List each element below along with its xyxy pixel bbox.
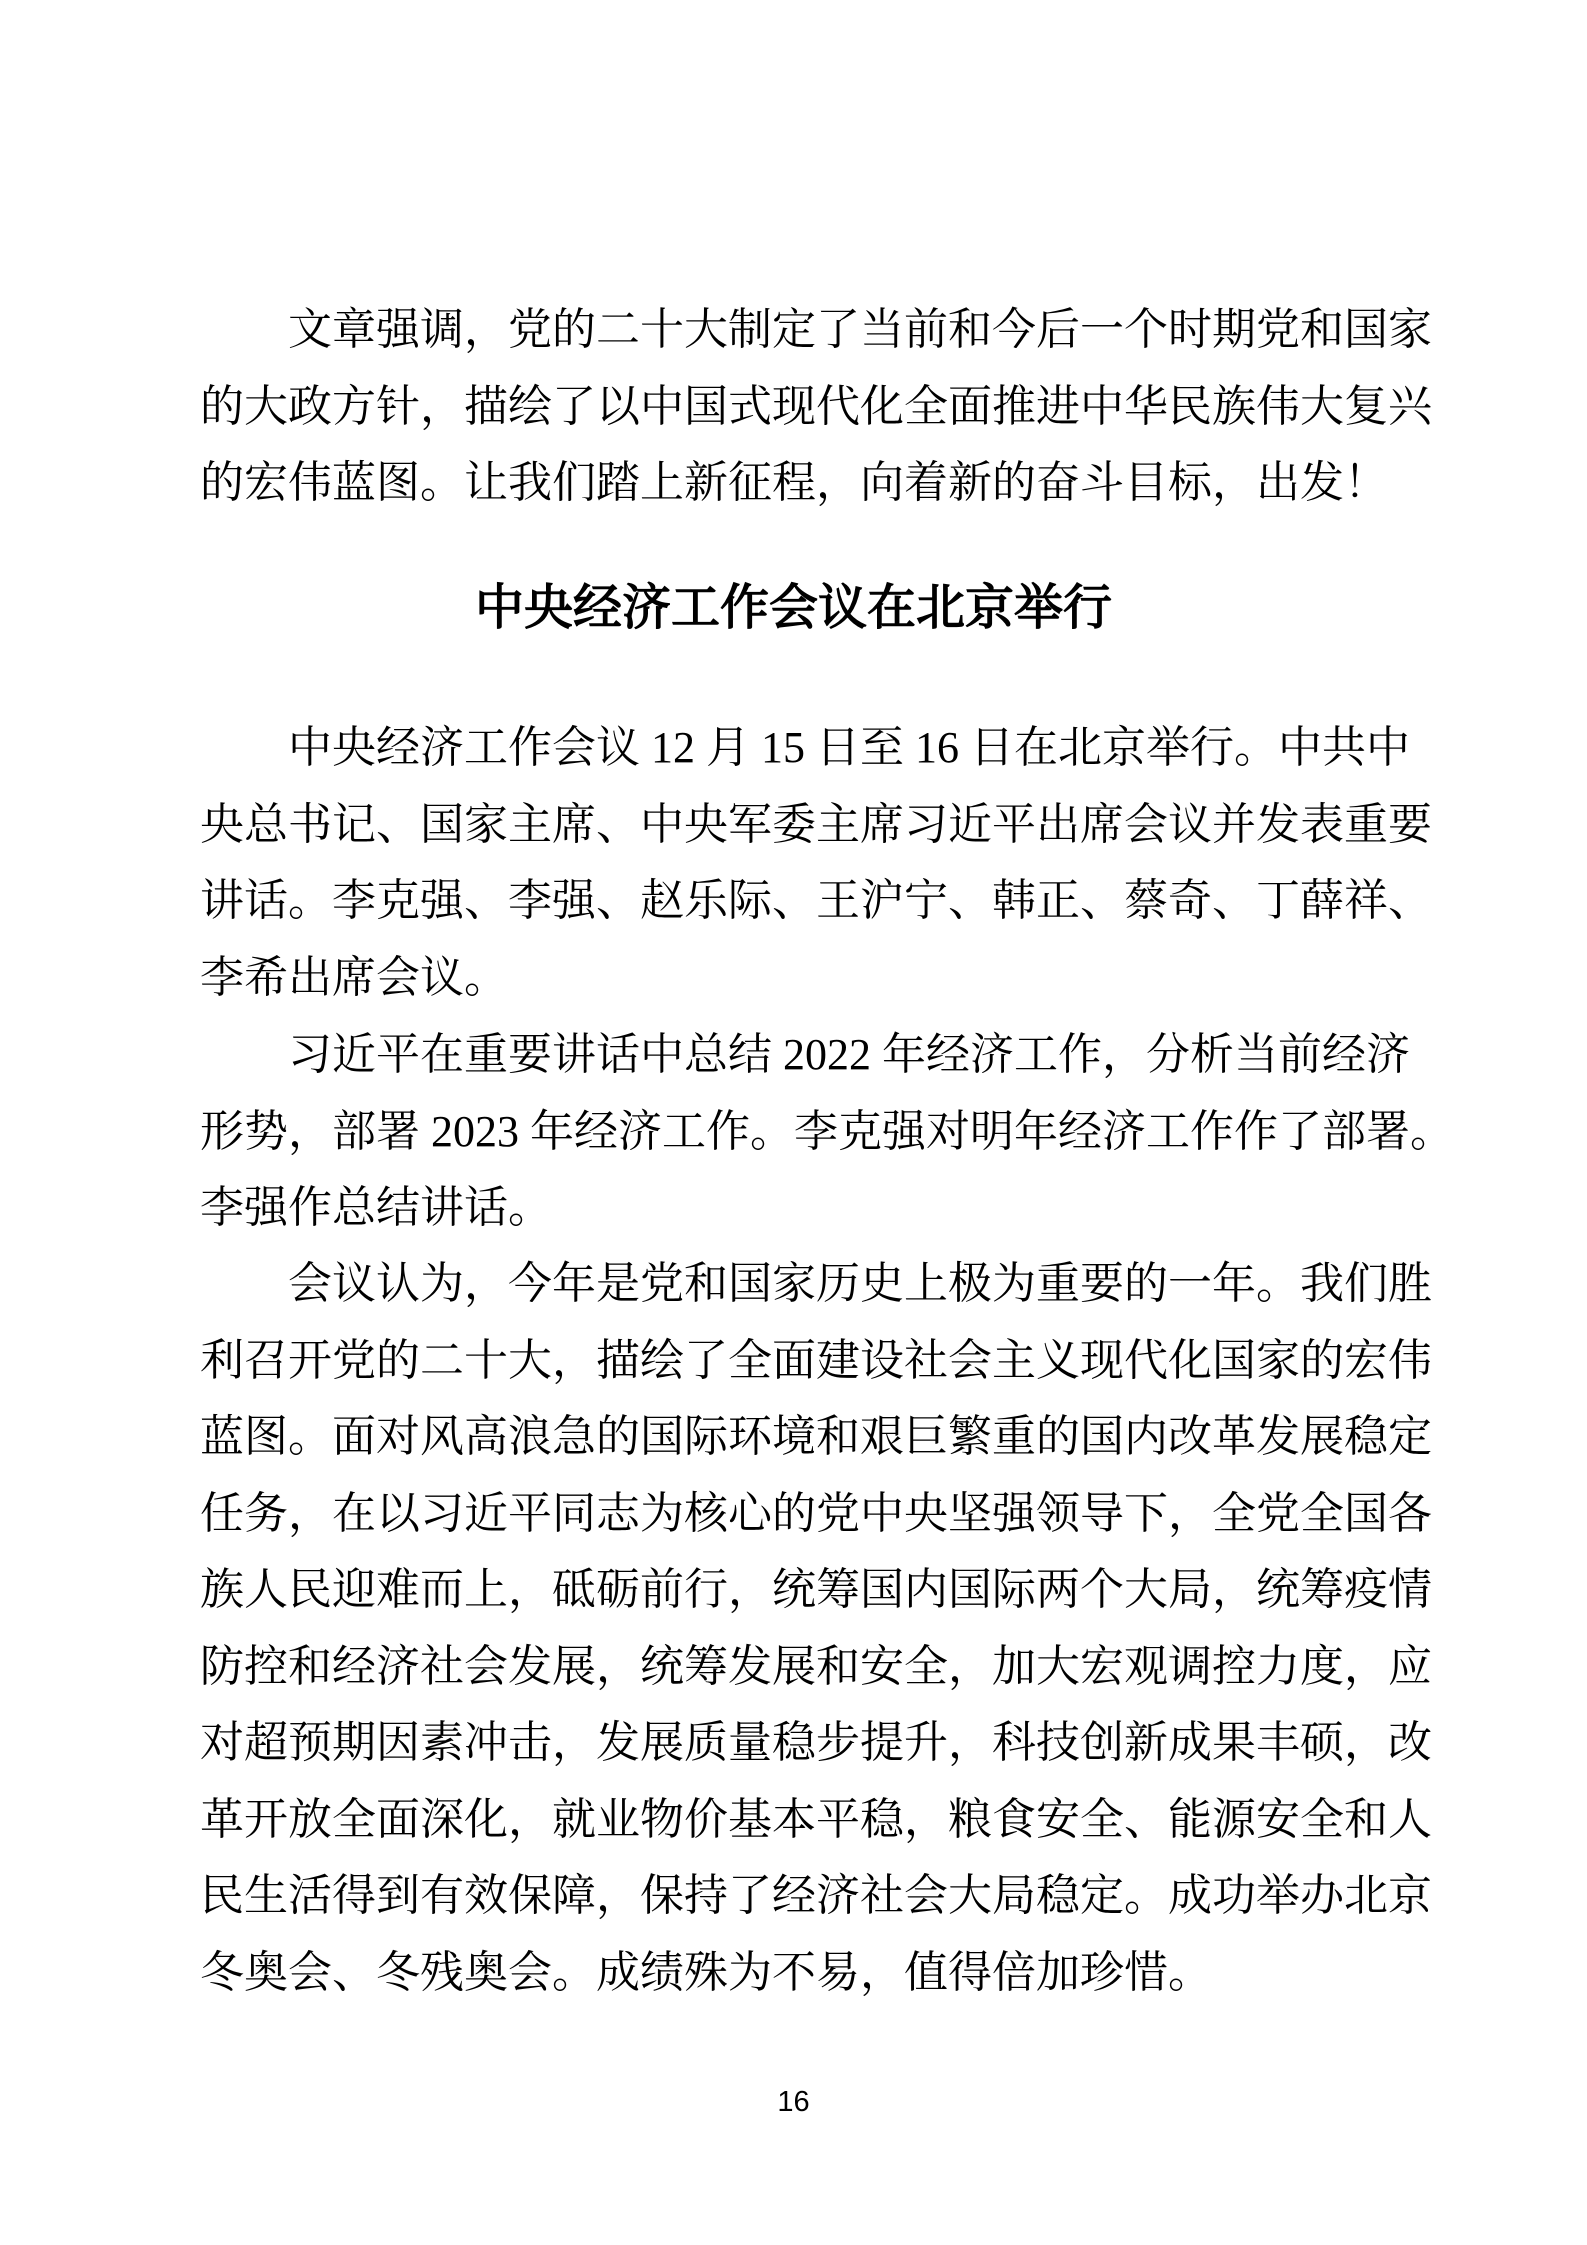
text-line: 对超预期因素冲击，发展质量稳步提升，科技创新成果丰硕，改	[200, 1718, 1432, 1767]
text-line: 革开放全面深化，就业物价基本平稳，粮食安全、能源安全和人	[200, 1794, 1432, 1844]
text-line: 形势，部署 2023 年经济工作。李克强对明年经济工作作了部署。	[200, 1106, 1454, 1156]
text-line: 的大政方针，描绘了以中国式现代化全面推进中华民族伟大复兴	[200, 381, 1432, 431]
text-line: 族人民迎难而上，砥砺前行，统筹国内国际两个大局，统筹疫情	[200, 1565, 1432, 1614]
text-line: 利召开党的二十大，描绘了全面建设社会主义现代化国家的宏伟	[200, 1335, 1432, 1385]
meeting-paragraph	[200, 710, 1432, 1016]
text-line: 民生活得到有效保障，保持了经济社会大局稳定。成功举办北京	[200, 1871, 1432, 1920]
section-heading: 中央经济工作会议在北京举行	[474, 580, 1112, 635]
text-line: 蓝图。面对风高浪急的国际环境和艰巨繁重的国内改革发展稳定	[200, 1412, 1432, 1461]
text-line: 会议认为，今年是党和国家历史上极为重要的一年。我们胜	[288, 1259, 1432, 1308]
text-line: 李希出席会议。	[200, 952, 508, 1002]
speech-paragraph	[200, 1017, 1454, 1247]
text-line: 中央经济工作会议 12 月 15 日至 16 日在北京举行。中共中	[288, 723, 1410, 772]
text-line: 央总书记、国家主席、中央军委主席习近平出席会议并发表重要	[200, 799, 1432, 849]
review-paragraph	[200, 1246, 1432, 2011]
text-line: 习近平在重要讲话中总结 2022 年经济工作，分析当前经济	[288, 1030, 1410, 1079]
text-line: 防控和经济社会发展，统筹发展和安全，加大宏观调控力度，应	[200, 1641, 1432, 1691]
text-line: 冬奥会、冬残奥会。成绩殊为不易，值得倍加珍惜。	[200, 1947, 1212, 1997]
text-line: 李强作总结讲话。	[200, 1183, 552, 1232]
text-line: 的宏伟蓝图。让我们踏上新征程，向着新的奋斗目标，出发！	[200, 458, 1388, 507]
intro-paragraph	[200, 292, 1432, 522]
text-line: 文章强调，党的二十大制定了当前和今后一个时期党和国家	[288, 305, 1432, 354]
page-number: 16	[777, 2086, 810, 2118]
text-line: 讲话。李克强、李强、赵乐际、王沪宁、韩正、蔡奇、丁薛祥、	[200, 876, 1432, 925]
text-line: 任务，在以习近平同志为核心的党中央坚强领导下，全党全国各	[200, 1488, 1432, 1538]
